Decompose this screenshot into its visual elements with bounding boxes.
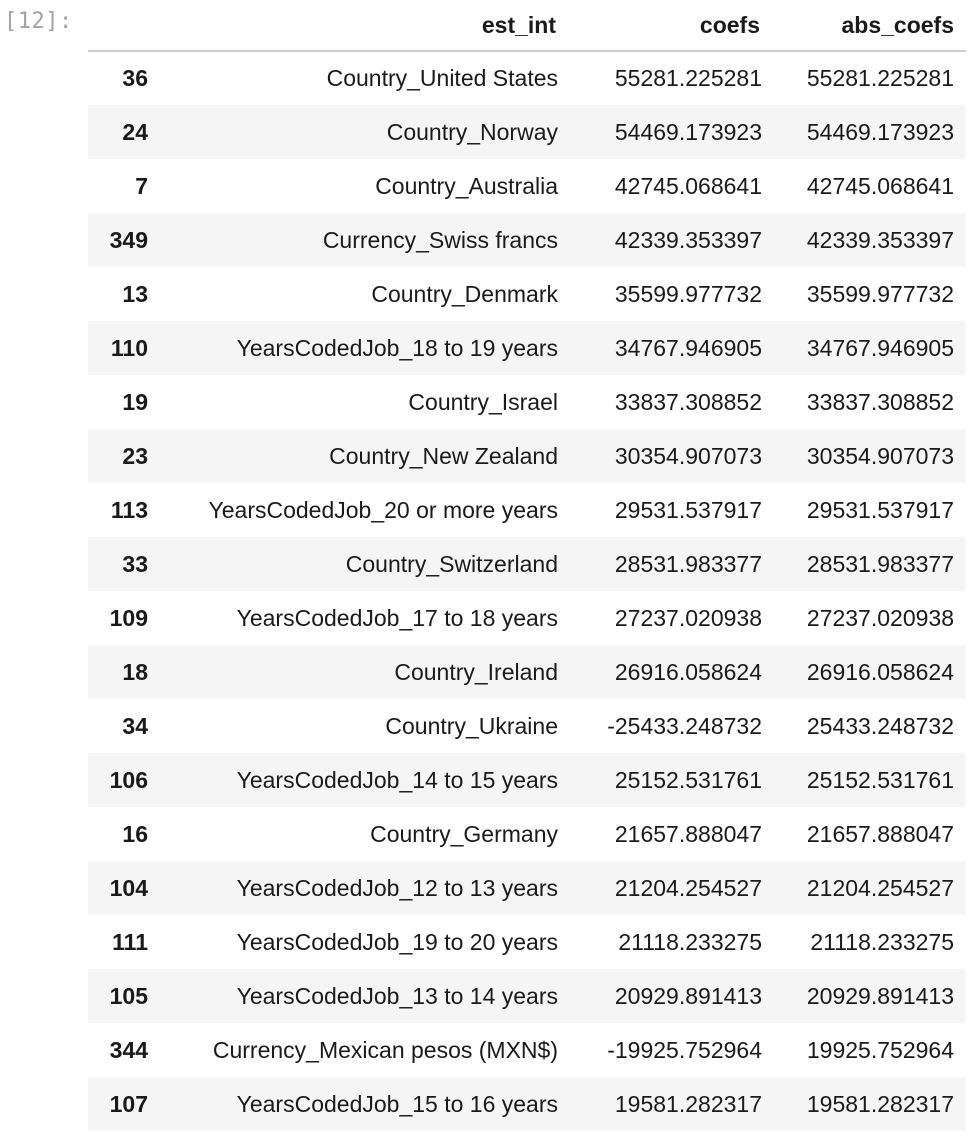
cell-est-int: YearsCodedJob_13 to 14 years: [236, 982, 558, 1009]
header-abs-coefs: abs_coefs: [772, 0, 966, 51]
cell-coefs: 42339.353397: [614, 226, 762, 253]
execution-count-prompt: [12]:: [4, 9, 73, 34]
cell-abs-coefs: 35599.977732: [806, 280, 954, 307]
table-row: [88, 645, 966, 699]
table-row: [88, 753, 966, 807]
cell-coefs: 42745.068641: [614, 172, 762, 199]
row-index: 104: [109, 874, 148, 901]
table-body: [88, 51, 966, 1131]
row-index: 105: [109, 982, 148, 1009]
cell-est-int: Country_Norway: [386, 118, 558, 145]
row-index: 7: [135, 172, 148, 199]
cell-est-int: Currency_Mexican pesos (MXN$): [212, 1036, 558, 1063]
table-header: [88, 0, 966, 51]
cell-coefs: 21204.254527: [614, 874, 762, 901]
cell-abs-coefs: 42339.353397: [806, 226, 954, 253]
row-index: 344: [109, 1036, 148, 1063]
cell-coefs: 35599.977732: [614, 280, 762, 307]
table-row: [88, 321, 966, 375]
table-row: [88, 159, 966, 213]
row-index: 13: [122, 280, 148, 307]
table-row: [88, 213, 966, 267]
row-index: 106: [109, 766, 148, 793]
table-row: [88, 1077, 966, 1131]
cell-est-int: Country_United States: [326, 65, 558, 91]
cell-abs-coefs: 30354.907073: [806, 442, 954, 469]
row-index: 110: [110, 334, 148, 361]
table-row: [88, 267, 966, 321]
row-index: 34: [122, 712, 148, 739]
cell-abs-coefs: 27237.020938: [806, 604, 954, 631]
cell-coefs: -19925.752964: [607, 1036, 762, 1063]
cell-coefs: 19581.282317: [614, 1090, 762, 1117]
row-index: 109: [109, 604, 148, 631]
table-row: [88, 105, 966, 159]
header-coefs: coefs: [568, 0, 772, 51]
row-index: 33: [122, 550, 148, 577]
dataframe-table: [88, 0, 966, 1131]
cell-coefs: 55281.225281: [614, 65, 762, 91]
row-index: 36: [122, 65, 148, 91]
cell-coefs: 25152.531761: [614, 766, 762, 793]
cell-coefs: 30354.907073: [614, 442, 762, 469]
row-index: 24: [122, 118, 148, 145]
cell-abs-coefs: 55281.225281: [806, 65, 954, 91]
row-index: 113: [110, 496, 148, 523]
row-index: 349: [109, 226, 148, 253]
row-index: 111: [112, 928, 148, 955]
cell-est-int: YearsCodedJob_17 to 18 years: [236, 604, 558, 631]
cell-coefs: 54469.173923: [614, 118, 762, 145]
cell-est-int: Country_Australia: [375, 172, 558, 199]
cell-abs-coefs: 21118.233275: [810, 928, 954, 955]
table-row: [88, 429, 966, 483]
header-row: [88, 0, 966, 51]
cell-coefs: 20929.891413: [614, 982, 762, 1009]
cell-coefs: 21118.233275: [618, 928, 762, 955]
cell-est-int: Country_Israel: [408, 388, 558, 415]
cell-est-int: Country_Ukraine: [385, 712, 558, 739]
cell-abs-coefs: 33837.308852: [806, 388, 954, 415]
cell-abs-coefs: 26916.058624: [806, 658, 954, 685]
table-row: [88, 51, 966, 105]
cell-coefs: 27237.020938: [614, 604, 762, 631]
cell-abs-coefs: 54469.173923: [806, 118, 954, 145]
cell-est-int: Country_Denmark: [371, 280, 558, 307]
table-row: [88, 591, 966, 645]
cell-coefs: 29531.537917: [614, 496, 762, 523]
table-row: [88, 699, 966, 753]
cell-abs-coefs: 21657.888047: [806, 820, 954, 847]
header-index: [88, 0, 160, 51]
cell-abs-coefs: 25433.248732: [806, 712, 954, 739]
cell-coefs: 26916.058624: [614, 658, 762, 685]
cell-est-int: Country_Ireland: [394, 658, 558, 685]
table-row: [88, 483, 966, 537]
cell-est-int: Currency_Swiss francs: [322, 226, 558, 253]
table-row: [88, 1023, 966, 1077]
cell-abs-coefs: 19925.752964: [806, 1036, 954, 1063]
cell-est-int: YearsCodedJob_12 to 13 years: [236, 874, 558, 901]
cell-abs-coefs: 19581.282317: [806, 1090, 954, 1117]
cell-coefs: 28531.983377: [614, 550, 762, 577]
cell-coefs: 21657.888047: [614, 820, 762, 847]
cell-est-int: Country_New Zealand: [329, 442, 558, 469]
table-row: [88, 969, 966, 1023]
cell-abs-coefs: 20929.891413: [806, 982, 954, 1009]
table-row: [88, 537, 966, 591]
cell-abs-coefs: 42745.068641: [806, 172, 954, 199]
cell-coefs: 33837.308852: [614, 388, 762, 415]
cell-est-int: YearsCodedJob_20 or more years: [208, 496, 558, 523]
cell-est-int: YearsCodedJob_19 to 20 years: [236, 928, 558, 955]
cell-est-int: Country_Germany: [370, 820, 558, 847]
cell-abs-coefs: 25152.531761: [806, 766, 954, 793]
cell-est-int: YearsCodedJob_15 to 16 years: [236, 1090, 558, 1117]
cell-est-int: Country_Switzerland: [345, 550, 558, 577]
row-index: 107: [109, 1090, 148, 1117]
cell-est-int: YearsCodedJob_18 to 19 years: [236, 334, 558, 361]
cell-abs-coefs: 34767.946905: [806, 334, 954, 361]
table-row: [88, 915, 966, 969]
cell-abs-coefs: 29531.537917: [806, 496, 954, 523]
cell-abs-coefs: 21204.254527: [806, 874, 954, 901]
cell-abs-coefs: 28531.983377: [806, 550, 954, 577]
row-index: 23: [122, 442, 148, 469]
header-est-int: est_int: [160, 0, 568, 51]
table-row: [88, 375, 966, 429]
table-row: [88, 807, 966, 861]
row-index: 18: [122, 658, 148, 685]
table-row: [88, 861, 966, 915]
cell-est-int: YearsCodedJob_14 to 15 years: [236, 766, 558, 793]
cell-coefs: -25433.248732: [607, 712, 762, 739]
cell-coefs: 34767.946905: [614, 334, 762, 361]
dataframe-output: [88, 0, 966, 1131]
row-index: 19: [122, 388, 148, 415]
row-index: 16: [122, 820, 148, 847]
